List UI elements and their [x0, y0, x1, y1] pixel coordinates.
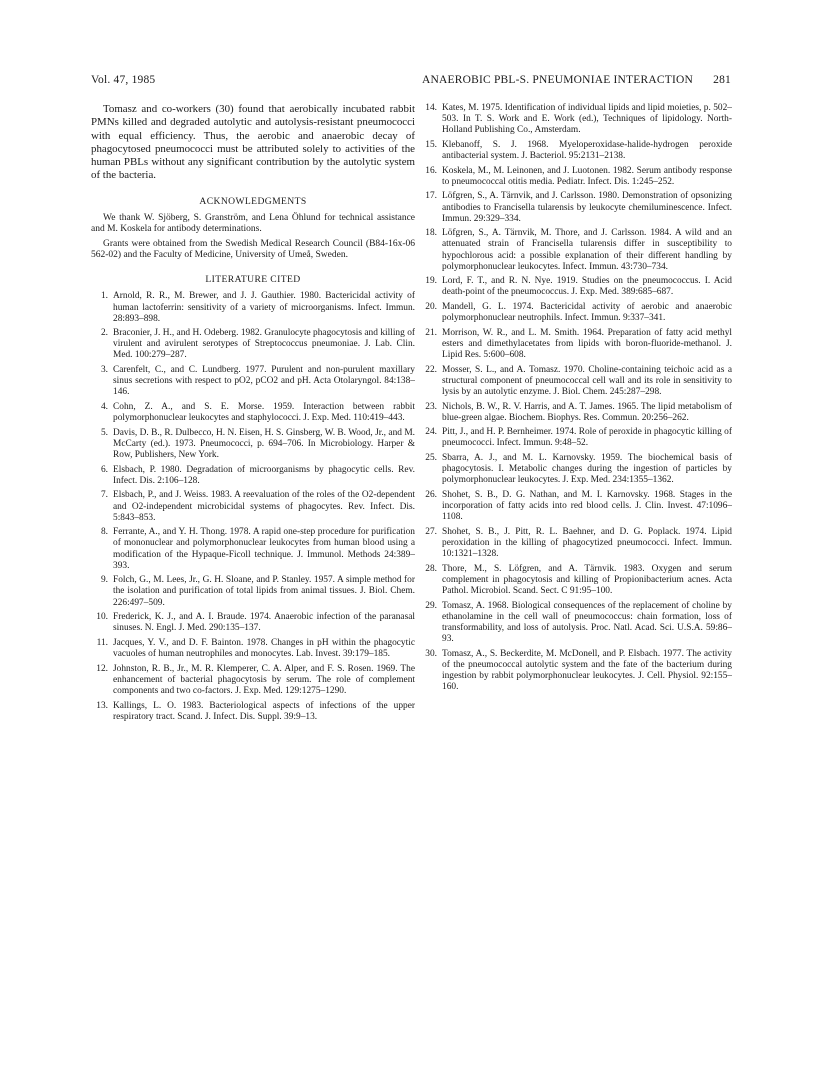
acknowledgments-paragraph: We thank W. Sjöberg, S. Granström, and Lena Öhlund for technical assistance and M. Koskela for antibody determinations. [91, 212, 415, 235]
reference-number: 6. [100, 464, 108, 475]
reference-item [91, 402, 415, 424]
reference-number: 30. [425, 648, 437, 659]
reference-number: 9. [100, 575, 108, 586]
reference-text: Cohn, Z. A., and S. E. Morse. 1959. Interaction between rabbit polymorphonuclear leukocytes and staphylococci. J. Exp. Med. 110:419–443. [113, 402, 415, 424]
reference-number: 16. [425, 165, 437, 176]
reference-text: Thore, M., S. Löfgren, and A. Tärnvik. 1983. Oxygen and serum complement in phagocytosis and killing of Propionibacterium acnes. Acta Pathol. Microbiol. Scand. Sect. C 91:95–100. [442, 563, 732, 596]
reference-text: Folch, G., M. Lees, Jr., G. H. Sloane, and P. Stanley. 1957. A simple method for the isolation and purification of total lipids from animal tissues. J. Biol. Chem. 226:497–509. [113, 575, 415, 608]
reference-number: 14. [425, 103, 437, 113]
reference-text: Ferrante, A., and Y. H. Thong. 1978. A rapid one-step procedure for purification of mononuclear and polymorphonuclear leukocytes from human blood using a modification of the Hypaque-Ficoll technique. J. Immunol. Methods 24:389–393. [113, 527, 415, 571]
reference-item [91, 575, 415, 608]
reference-item [420, 453, 732, 486]
reference-number: 17. [425, 191, 437, 202]
reference-number: 12. [96, 663, 108, 674]
reference-item [91, 612, 415, 634]
acknowledgments-heading: ACKNOWLEDGMENTS [199, 195, 307, 207]
reference-item [91, 291, 415, 324]
reference-number: 5. [100, 427, 108, 438]
reference-item [420, 402, 732, 424]
reference-item [91, 490, 415, 523]
reference-item [420, 490, 732, 523]
reference-text: Shohet, S. B., J. Pitt, R. L. Baehner, and D. G. Poplack. 1974. Lipid peroxidation in the killing of phagocytized pneumococci. Infect. Immun. 10:1321–1328. [442, 526, 732, 560]
reference-number: 1. [100, 291, 108, 302]
reference-text: Braconier, J. H., and H. Odeberg. 1982. Granulocyte phagocytosis and killing of virulent and avirulent serotypes of Streptococcus pneumoniae. J. Lab. Clin. Med. 100:279–287. [113, 328, 415, 361]
reference-text: Sbarra, A. J., and M. L. Karnovsky. 1959. The biochemical basis of phagocytosis. I. Metabolic changes during the ingestion of particles by polymorphonuclear leukocytes. J. Exp. Med. 234:1355–1362. [442, 453, 732, 486]
reference-text: Kallings, L. O. 1983. Bacteriological aspects of infections of the upper respiratory tract. Scand. J. Infect. Dis. Suppl. 39:9–13. [113, 700, 415, 722]
reference-item [420, 564, 732, 597]
reference-text: Löfgren, S., A. Tärnvik, M. Thore, and J. Carlsson. 1984. A wild and an attenuated strain of Francisella tularensis differ in susceptibility to hypochlorous acid: a possible explanation of their different handling by polymorphonuclear leukocytes. Infect. Immun. 43:730–734. [442, 228, 732, 272]
reference-item [91, 328, 415, 361]
reference-number: 27. [425, 526, 437, 537]
reference-number: 25. [425, 453, 437, 464]
reference-text: Tomasz, A. 1968. Biological consequences of the replacement of choline by ethanolamine in the cell wall of pneumococcus: chain formation, loss of transformability, and loss of autolysis. Proc. Natl. Acad. Sci. U.S.A. 59:86–93. [442, 600, 732, 644]
reference-number: 28. [425, 563, 437, 574]
reference-text: Mandell, G. L. 1974. Bactericidal activity of aerobic and anaerobic polymorphonuclear neutrophils. Infect. Immun. 9:337–341. [442, 302, 732, 324]
reference-text: Kates, M. 1975. Identification of individual lipids and lipid moieties, p. 502–503. In T. S. Work and E. Work (ed.), Techniques of lipidology. North-Holland Publishing Co., Amsterdam. [442, 103, 732, 136]
reference-text: Shohet, S. B., D. G. Nathan, and M. I. Karnovsky. 1968. Stages in the incorporation of fatty acids into red blood cells. J. Clin. Invest. 47:1096–1108. [442, 490, 732, 523]
right-column [420, 103, 732, 697]
reference-number: 20. [425, 302, 437, 313]
reference-text: Klebanoff, S. J. 1968. Myeloperoxidase-halide-hydrogen peroxide antibacterial system. J. Bacteriol. 95:2131–2138. [442, 139, 732, 161]
reference-number: 2. [100, 328, 108, 339]
reference-text: Elsbach, P., and J. Weiss. 1983. A reevaluation of the roles of the O2-dependent and O2-independent microbicidal systems of phagocytes. Rev. Infect. Dis. 5:843–853. [113, 490, 415, 523]
reference-item [420, 228, 732, 272]
reference-item [420, 328, 732, 361]
running-title: ANAEROBIC PBL-S. PNEUMONIAE INTERACTION [422, 74, 694, 86]
page-number: 281 [713, 74, 731, 86]
reference-item [91, 527, 415, 571]
reference-list-right [420, 103, 732, 693]
reference-number: 8. [100, 527, 108, 538]
reference-item [91, 365, 415, 398]
reference-number: 4. [100, 402, 108, 413]
reference-item [91, 465, 415, 487]
volume-label: Vol. 47, 1985 [91, 74, 156, 86]
grants-paragraph: Grants were obtained from the Swedish Medical Research Council (B84-16x-06 562-02) and the Faculty of Medicine, University of Umeå, Sweden. [91, 238, 415, 260]
reference-number: 7. [100, 490, 108, 501]
reference-item [420, 276, 732, 298]
reference-item [91, 701, 415, 723]
reference-item [420, 140, 732, 162]
reference-text: Elsbach, P. 1980. Degradation of microorganisms by phagocytic cells. Rev. Infect. Dis. 2:106–128. [113, 464, 415, 486]
reference-number: 11. [96, 637, 108, 648]
reference-number: 18. [425, 228, 437, 239]
running-header [91, 74, 731, 90]
intro-paragraph: Tomasz and co-workers (30) found that aerobically incubated rabbit PMNs killed and degraded autolytic and autolysis-resistant pneumococci with equal efficiency. Thus, the aerobic and anaerobic decay of phagocytosed pneumococci must be attributed solely to activities of the human PBLs without any significant contribution by the autolytic system of the bacteria. [91, 103, 415, 182]
reference-item [420, 601, 732, 645]
reference-number: 15. [425, 139, 437, 150]
reference-text: Johnston, R. B., Jr., M. R. Klemperer, C. A. Alper, and F. S. Rosen. 1969. The enhancement of bacterial phagocytosis by serum. The role of complement components and two co-factors. J. Exp. Med. 129:1275–1290. [113, 663, 415, 696]
reference-text: Frederick, K. J., and A. I. Braude. 1974. Anaerobic infection of the paranasal sinuses. N. Engl. J. Med. 290:135–137. [113, 612, 415, 634]
reference-number: 21. [425, 327, 437, 338]
reference-number: 22. [425, 364, 437, 375]
reference-item [420, 166, 732, 188]
reference-item [420, 103, 732, 136]
reference-item [420, 191, 732, 224]
reference-item [91, 428, 415, 461]
reference-item [420, 365, 732, 398]
reference-item [91, 638, 415, 660]
literature-heading: LITERATURE CITED [205, 274, 301, 286]
reference-text: Arnold, R. R., M. Brewer, and J. J. Gauthier. 1980. Bactericidal activity of human lactoferrin: sensitivity of a variety of microorganisms. Infect. Immun. 28:893–898. [113, 291, 415, 324]
reference-item [420, 527, 732, 560]
reference-text: Carenfelt, C., and C. Lundberg. 1977. Purulent and non-purulent maxillary sinus secretions with respect to pO2, pCO2 and pH. Acta Otolaryngol. 84:138–146. [113, 365, 415, 398]
left-column [91, 103, 415, 726]
reference-number: 24. [425, 427, 437, 438]
reference-number: 29. [425, 600, 437, 611]
reference-text: Lord, F. T., and R. N. Nye. 1919. Studies on the pneumococcus. I. Acid death-point of the pneumococcus. J. Exp. Med. 389:685–687. [442, 276, 732, 298]
reference-text: Löfgren, S., A. Tärnvik, and J. Carlsson. 1980. Demonstration of opsonizing antibodies to Francisella tularensis by leukocyte chemiluminescence. Infect. Immun. 29:329–334. [442, 191, 732, 224]
reference-text: Davis, D. B., R. Dulbecco, H. N. Eisen, H. S. Ginsberg, W. B. Wood, Jr., and M. McCarty (ed.). 1973. Pneumococci, p. 694–706. In Microbiology. Harper & Row, Publishers, New York. [113, 427, 415, 460]
reference-text: Jacques, Y. V., and D. F. Bainton. 1978. Changes in pH within the phagocytic vacuoles of human neutrophiles and monocytes. Lab. Invest. 39:179–185. [113, 637, 415, 660]
reference-number: 3. [100, 365, 108, 376]
reference-text: Pitt, J., and H. P. Bernheimer. 1974. Role of peroxide in phagocytic killing of pneumococci. Infect. Immun. 9:48–52. [442, 427, 732, 449]
reference-text: Nichols, B. W., R. V. Harris, and A. T. James. 1965. The lipid metabolism of blue-green algae. Biochem. Biophys. Res. Commun. 20:256–262. [442, 401, 732, 423]
reference-number: 10. [96, 612, 108, 623]
reference-item [420, 427, 732, 449]
reference-item [420, 649, 732, 693]
reference-text: Tomasz, A., S. Beckerdite, M. McDonell, and P. Elsbach. 1977. The activity of the pneumococcal autolytic system and the fate of the bacterium during ingestion by rabbit polymorphonuclear leukocytes. J. Cell. Physiol. 92:155–160. [442, 648, 732, 692]
reference-list-left [91, 291, 415, 722]
reference-text: Koskela, M., M. Leinonen, and J. Luotonen. 1982. Serum antibody response to pneumococcal otitis media. Pediatr. Infect. Dis. 1:245–252. [442, 165, 732, 187]
reference-number: 13. [96, 700, 108, 711]
reference-text: Morrison, W. R., and L. M. Smith. 1964. Preparation of fatty acid methyl esters and dimethylacetates from lipids with boron-fluoride-methanol. J. Lipid Res. 5:600–608. [442, 327, 732, 361]
reference-item [420, 302, 732, 324]
reference-number: 19. [425, 276, 437, 287]
reference-text: Mosser, S. L., and A. Tomasz. 1970. Choline-containing teichoic acid as a structural component of pneumococcal cell wall and its role in sensitivity to lysis by an autolytic enzyme. J. Biol. Chem. 245:287–298. [442, 364, 732, 397]
reference-item [91, 664, 415, 697]
reference-number: 26. [425, 490, 437, 501]
reference-number: 23. [425, 401, 437, 412]
